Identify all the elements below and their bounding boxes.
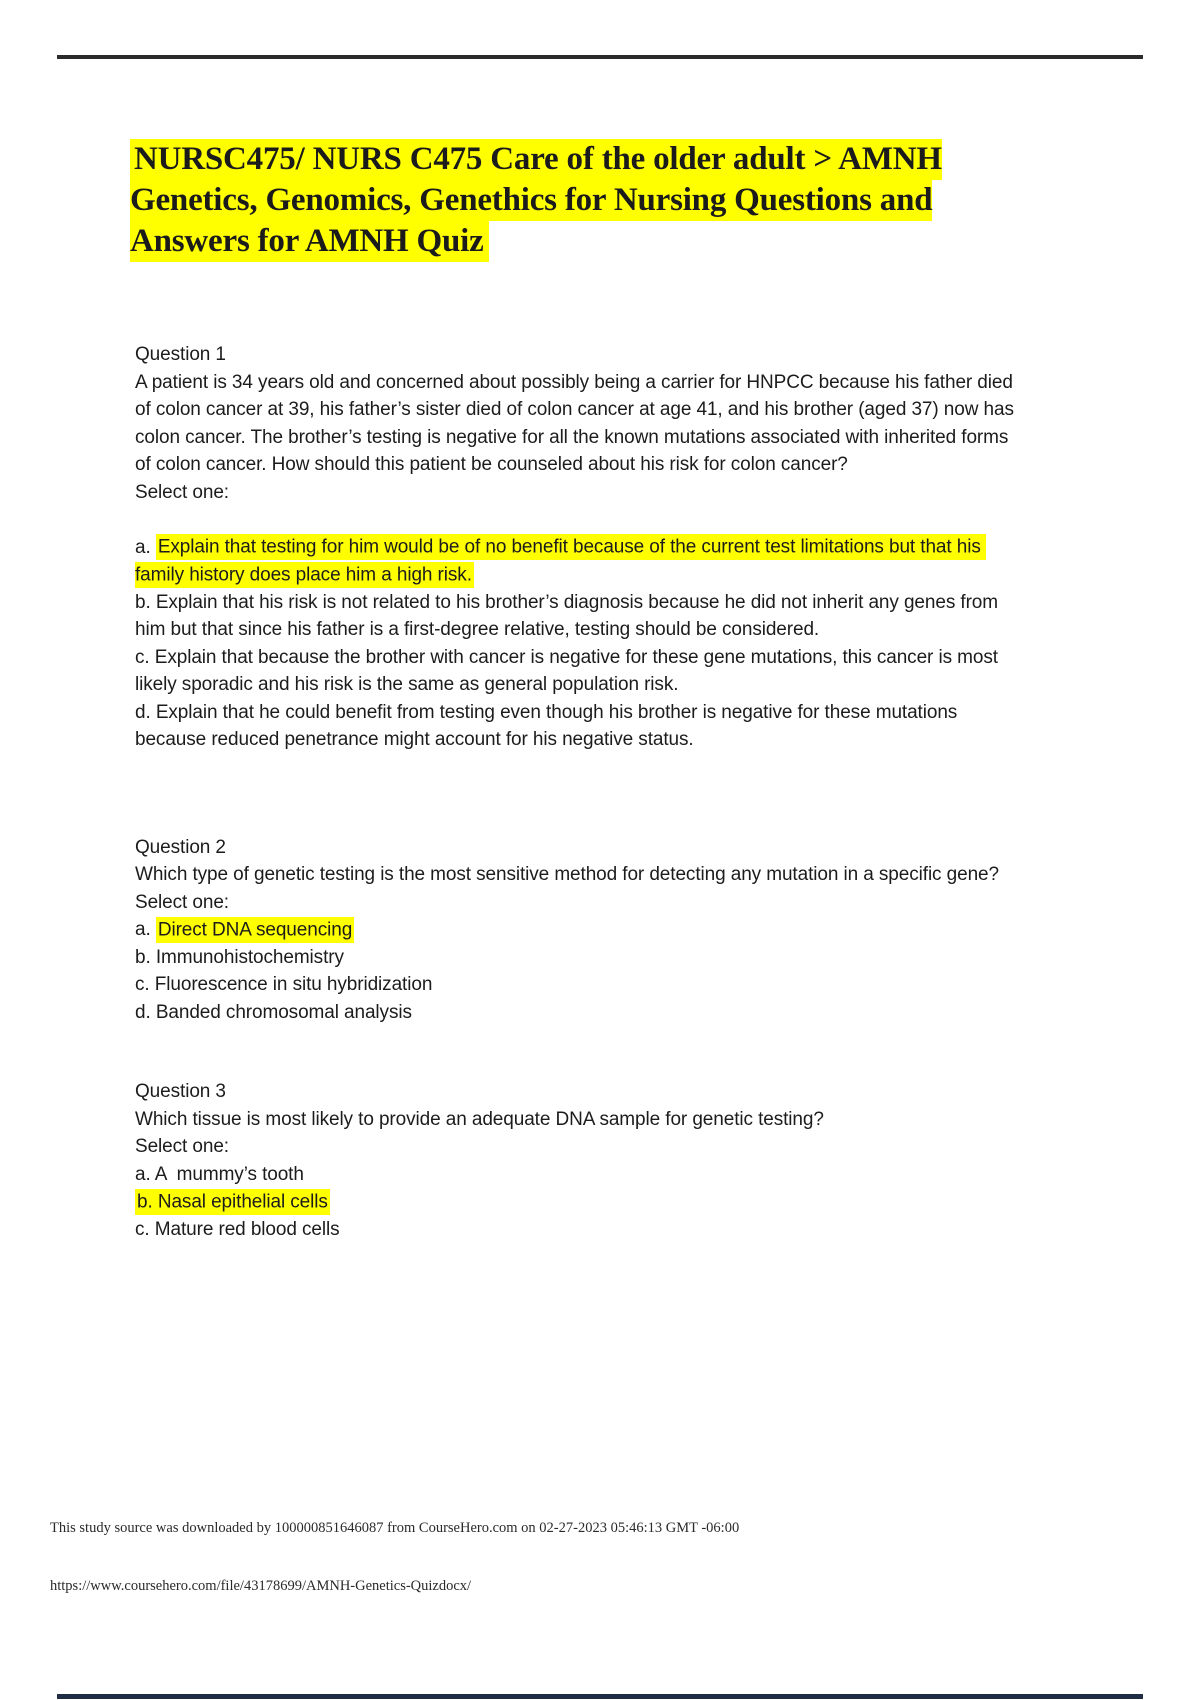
option-text: A mummy’s tooth <box>154 1163 304 1185</box>
select-one-label: Select one: <box>135 481 229 503</box>
document-title <box>130 139 1030 262</box>
answer-option <box>135 1188 1015 1216</box>
option-letter: d. <box>135 701 156 723</box>
option-highlighted: b. Nasal epithelial cells <box>135 1189 330 1215</box>
answer-option <box>135 944 1015 972</box>
options-list <box>135 534 1015 754</box>
question-heading: Question 1 <box>135 344 226 365</box>
questions-section <box>135 341 1020 1243</box>
answer-option <box>135 999 1015 1027</box>
option-letter: c. <box>135 646 155 668</box>
question-prompt: Which type of genetic testing is the most sensitive method for detecting any mutation in a specific gene? <box>135 864 999 885</box>
top-divider <box>57 55 1143 59</box>
option-letter: b. <box>135 591 156 613</box>
download-note: This study source was downloaded by 100000851646087 from CourseHero.com on 02-27-2023 05:46:13 GMT -06:00 <box>50 1520 740 1536</box>
option-text: Immunohistochemistry <box>155 946 344 968</box>
title-highlight: NURSC475/ NURS C475 Care of the older adult > AMNH Genetics, Genomics, Genethics for Nursing Questions and Answers for AMNH Quiz <box>130 139 942 262</box>
answer-option <box>135 1161 1015 1189</box>
answer-option <box>135 971 1015 999</box>
option-letter: c. <box>135 1218 155 1240</box>
option-text: Explain that his risk is not related to his brother’s diagnosis because he did not inherit any genes from him but that since his father is a first-degree relative, testing should be considered. <box>135 591 1004 640</box>
answer-option <box>135 644 1015 699</box>
option-letter: a. <box>135 1163 155 1185</box>
option-letter: a. <box>135 919 156 940</box>
question-block <box>135 834 1015 1027</box>
question-prompt: Which tissue is most likely to provide an adequate DNA sample for genetic testing? <box>135 1108 824 1130</box>
option-text: Explain that testing for him would be of no benefit because of the current test limitations but that his family history does place him a high risk. <box>135 534 986 588</box>
option-text: Direct DNA sequencing <box>156 917 354 943</box>
option-letter: b. <box>135 946 156 968</box>
options-list <box>135 1161 1015 1244</box>
option-text: Explain that he could benefit from testing even though his brother is negative for these mutations because reduced penetrance might account for his negative status. <box>135 701 963 750</box>
question-heading: Question 2 <box>135 836 226 858</box>
option-text: Fluorescence in situ hybridization <box>154 974 433 995</box>
answer-option <box>135 916 1015 944</box>
question-block <box>135 1078 1015 1243</box>
option-text: Mature red blood cells <box>154 1218 340 1240</box>
question-block <box>135 341 1020 754</box>
option-letter: d. <box>135 1001 156 1023</box>
option-letter: c. <box>135 974 155 995</box>
option-text: Banded chromosomal analysis <box>155 1001 412 1023</box>
question-prompt: A patient is 34 years old and concerned about possibly being a carrier for HNPCC because his father died of colon cancer at 39, his father’s sister died of colon cancer at age 41, and his brother (aged 37) now has colon cancer. The brother’s testing is negative for all the known mutations associated with inherited forms of colon cancer. How should this patient be counseled about his risk for colon cancer? <box>135 371 1020 475</box>
option-text: Explain that because the brother with cancer is negative for these gene mutations, this cancer is most likely sporadic and his risk is the same as general population risk. <box>135 646 1004 695</box>
select-one-label: Select one: <box>135 891 229 913</box>
answer-option <box>135 534 1015 589</box>
select-one-label: Select one: <box>135 1136 229 1157</box>
options-list <box>135 916 1015 1026</box>
source-url: https://www.coursehero.com/file/43178699/AMNH-Genetics-Quizdocx/ <box>50 1578 472 1594</box>
option-letter: a. <box>135 536 156 558</box>
answer-option <box>135 699 1015 754</box>
answer-option <box>135 589 1015 644</box>
answer-option <box>135 1216 1015 1244</box>
question-heading: Question 3 <box>135 1081 226 1102</box>
bottom-divider <box>57 1694 1143 1699</box>
